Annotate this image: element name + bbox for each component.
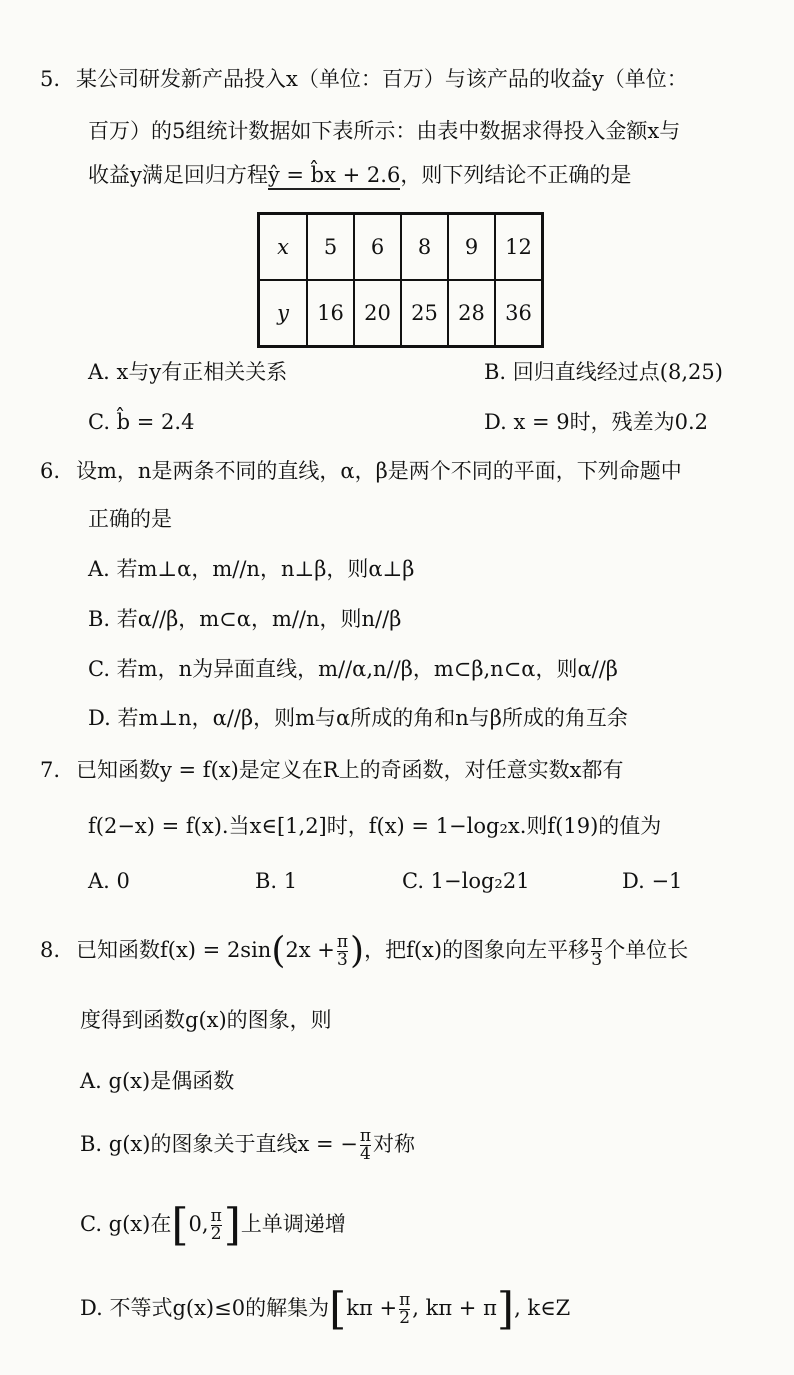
q8-number: 8. xyxy=(40,938,61,962)
q5-line1: 5. 某公司研发新产品投入x（单位：百万）与该产品的收益y（单位： xyxy=(40,64,688,94)
table-cell: 5 xyxy=(307,214,354,281)
q7-number: 7. xyxy=(40,758,61,782)
q5-number: 5. xyxy=(40,67,61,91)
q8-option-d: D. 不等式g(x)≤0的解集为[kπ + $\frac{\pi}{2}$ , kπ + π], k∈Z xyxy=(80,1283,571,1335)
q7-option-d: D. −1 xyxy=(622,869,683,893)
q6-option-b: B. 若α//β，m⊂α，m//n，则n//β xyxy=(88,607,402,631)
q8-option-a: A. g(x)是偶函数 xyxy=(80,1069,235,1093)
q8-line2: 度得到函数g(x)的图象，则 xyxy=(80,1008,332,1032)
q5-option-c: C. b̂ = 2.4 xyxy=(88,410,195,434)
table-cell: 6 xyxy=(354,214,401,281)
table-cell: 20 xyxy=(354,280,401,347)
fraction-pi-over-2: $\frac{\pi}{2}$ xyxy=(210,1206,222,1244)
fraction-pi-over-3: $\frac{\pi}{3}$ xyxy=(336,932,349,970)
table-cell: 28 xyxy=(448,280,495,347)
q5-regression-equation: ŷ = b̂x + 2.6 xyxy=(268,163,400,190)
fraction-pi-over-4: $\frac{\pi}{4}$ xyxy=(359,1126,372,1164)
table-cell: y xyxy=(259,280,308,347)
q5-line2: 百万）的5组统计数据如下表所示：由表中数据求得投入金额x与 xyxy=(88,119,681,143)
table-row-x xyxy=(259,214,543,281)
fraction-pi-over-3-shift: $\frac{\pi}{3}$ xyxy=(591,932,603,970)
q7-option-a: A. 0 xyxy=(88,869,130,893)
q5-line3: 收益y满足回归方程ŷ = b̂x + 2.6，则下列结论不正确的是 xyxy=(88,160,631,190)
q5-data-table xyxy=(257,212,544,348)
table-cell: 25 xyxy=(401,280,448,347)
q6-option-a: A. 若m⊥α，m//n，n⊥β，则α⊥β xyxy=(88,557,415,581)
table-cell: 16 xyxy=(307,280,354,347)
table-cell: 8 xyxy=(401,214,448,281)
table-cell: 36 xyxy=(495,280,543,347)
q7-option-c: C. 1−log₂21 xyxy=(402,869,530,893)
q5-option-d: D. x = 9时，残差为0.2 xyxy=(484,410,708,434)
q6-line1: 6. 设m，n是两条不同的直线，α，β是两个不同的平面，下列命题中 xyxy=(40,456,682,486)
q6-number: 6. xyxy=(40,459,61,483)
q8-line1: 8. 已知函数f(x) = 2sin(2x + $\frac{\pi}{3}$ )，把f(x)的图象向左平移 $\frac{\pi}{3}$ 个单位长 xyxy=(40,930,689,972)
q6-option-d: D. 若m⊥n，α//β，则m与α所成的角和n与β所成的角互余 xyxy=(88,706,628,730)
table-cell: 12 xyxy=(495,214,543,281)
table-cell: 9 xyxy=(448,214,495,281)
table-row-y xyxy=(259,280,543,347)
q8-option-c: C. g(x)在[0, $\frac{\pi}{2}$ ]上单调递增 xyxy=(80,1199,346,1251)
q7-line2: f(2−x) = f(x).当x∈[1,2]时，f(x) = 1−log₂x.则f(19)的值为 xyxy=(88,814,662,838)
q5-option-a: A. x与y有正相关关系 xyxy=(88,360,288,384)
q6-line2: 正确的是 xyxy=(88,507,172,531)
table-cell: x xyxy=(259,214,308,281)
fraction-pi-over-2-d: $\frac{\pi}{2}$ xyxy=(399,1290,411,1328)
q8-option-b: B. g(x)的图象关于直线x = − $\frac{\pi}{4}$ 对称 xyxy=(80,1126,416,1164)
q7-line1: 7. 已知函数y = f(x)是定义在R上的奇函数，对任意实数x都有 xyxy=(40,755,623,785)
q6-option-c: C. 若m，n为异面直线，m//α,n//β，m⊂β,n⊂α，则α//β xyxy=(88,657,618,681)
q7-option-b: B. 1 xyxy=(255,869,298,893)
q5-option-b: B. 回归直线经过点(8,25) xyxy=(484,360,723,384)
